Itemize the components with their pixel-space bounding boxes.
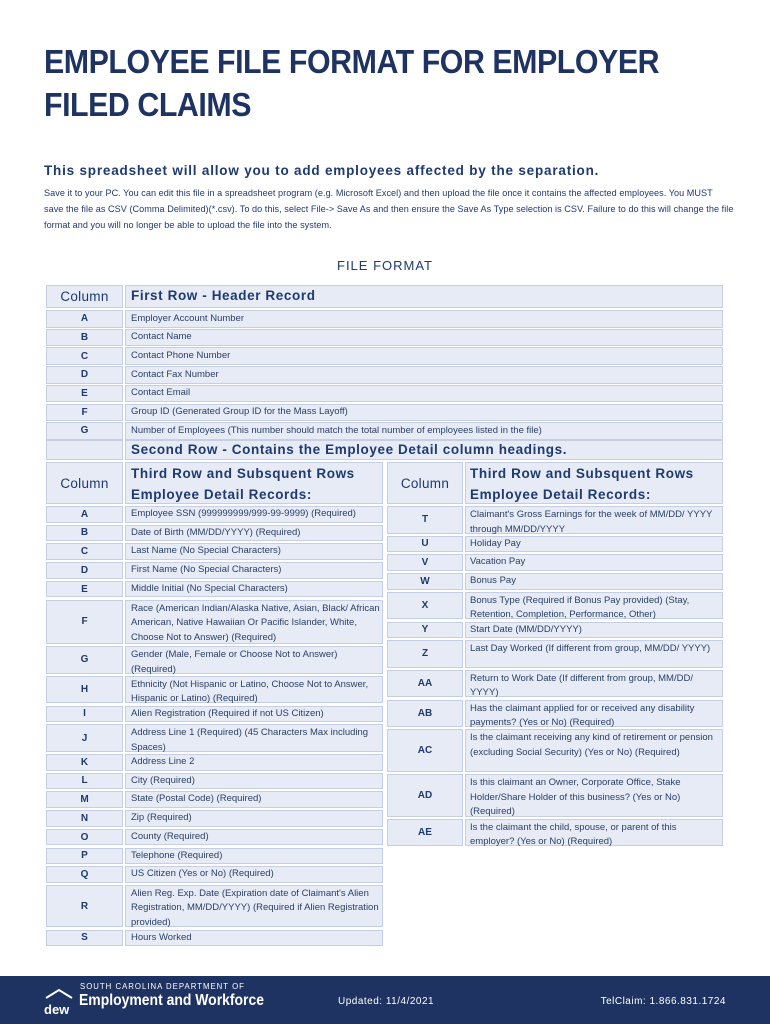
table-row-column-letter: N: [46, 810, 123, 827]
table-row-description: Bonus Type (Required if Bonus Pay provided) (Stay, Retention, Completion, Performance, Other): [465, 592, 723, 620]
table-row-description: Number of Employees (This number should match the total number of employees listed in the file): [125, 422, 723, 440]
table-row-description: Contact Fax Number: [125, 366, 723, 384]
table-row-column-letter: P: [46, 848, 123, 865]
table-row-column-letter: F: [46, 600, 123, 645]
table-row-column-letter: AA: [387, 670, 463, 698]
page-title: EMPLOYEE FILE FORMAT FOR EMPLOYER FILED CLAIMS: [44, 43, 660, 123]
right-detail-header-line1: Third Row and Subsquent Rows: [470, 466, 694, 481]
dew-logo-icon: [44, 988, 74, 1016]
table-row-description: Gender (Male, Female or Choose Not to Answer) (Required): [125, 646, 383, 674]
table-row-description: Middle Initial (No Special Characters): [125, 581, 383, 598]
table-row-column-letter: D: [46, 366, 123, 384]
table-row-column-letter: O: [46, 829, 123, 846]
table-row-description: State (Postal Code) (Required): [125, 791, 383, 808]
table-row-description: Last Name (No Special Characters): [125, 543, 383, 560]
table-row-description: Zip (Required): [125, 810, 383, 827]
table-row-column-letter: AD: [387, 774, 463, 817]
table-row-description: Has the claimant applied for or received any disability payments? (Yes or No) (Required): [465, 700, 723, 728]
table-row-description: Contact Name: [125, 329, 723, 347]
table-row-column-letter: L: [46, 773, 123, 790]
subtitle: This spreadsheet will allow you to add employees affected by the separation.: [44, 163, 600, 178]
table-row-column-letter: F: [46, 404, 123, 422]
table-row-description: City (Required): [125, 773, 383, 790]
table-row-column-letter: I: [46, 706, 123, 723]
table-row-column-letter: U: [387, 536, 463, 553]
left-detail-header: [125, 462, 383, 504]
right-detail-header-line2: Employee Detail Records:: [470, 487, 651, 502]
table-row-column-letter: Y: [387, 622, 463, 639]
table-row-column-letter: Q: [46, 866, 123, 883]
table-row-column-letter: X: [387, 592, 463, 620]
table-row-description: Group ID (Generated Group ID for the Mass Layoff): [125, 404, 723, 422]
table-row-description: Date of Birth (MM/DD/YYYY) (Required): [125, 525, 383, 542]
department-label: SOUTH CAROLINA DEPARTMENT OF: [80, 982, 245, 991]
table-row-column-letter: E: [46, 581, 123, 598]
logo-text: dew: [44, 1002, 70, 1016]
table-row-column-letter: K: [46, 754, 123, 771]
table-row-column-letter: A: [46, 310, 123, 328]
telclaim-number: TelClaim: 1.866.831.1724: [600, 996, 726, 1007]
table-row-column-letter: G: [46, 422, 123, 440]
updated-date: Updated: 11/4/2021: [338, 996, 435, 1007]
table-row-column-letter: AC: [387, 729, 463, 772]
column-header: Column: [46, 285, 123, 308]
table-row-column-letter: E: [46, 385, 123, 403]
table-row-column-letter: R: [46, 885, 123, 928]
table-row-column-letter: AE: [387, 819, 463, 847]
first-row-header: First Row - Header Record: [125, 285, 723, 308]
table-row-description: Bonus Pay: [465, 573, 723, 590]
table-row-description: Telephone (Required): [125, 848, 383, 865]
table-row-description: Contact Email: [125, 385, 723, 403]
table-row-description: Contact Phone Number: [125, 347, 723, 365]
table-row-column-letter: B: [46, 525, 123, 542]
table-row-column-letter: A: [46, 506, 123, 523]
right-column-header: Column: [387, 462, 463, 504]
table-row-description: Employee SSN (999999999/999-99-9999) (Required): [125, 506, 383, 523]
table-row-column-letter: M: [46, 791, 123, 808]
table-row-description: Holiday Pay: [465, 536, 723, 553]
table-row-column-letter: Z: [387, 640, 463, 668]
left-detail-header-line2: Employee Detail Records:: [131, 487, 312, 502]
table-row-description: Vacation Pay: [465, 554, 723, 571]
table-row-description: Is this claimant an Owner, Corporate Office, Stake Holder/Share Holder of this business? (Yes or No) (Required): [465, 774, 723, 817]
table-row-description: First Name (No Special Characters): [125, 562, 383, 579]
table-row-column-letter: C: [46, 347, 123, 365]
table-row-column-letter: T: [387, 506, 463, 534]
table-row-description: Is the claimant the child, spouse, or parent of this employer? (Yes or No) (Required): [465, 819, 723, 847]
table-row-description: County (Required): [125, 829, 383, 846]
table-row-description: Alien Registration (Required if not US Citizen): [125, 706, 383, 723]
table-row-column-letter: B: [46, 329, 123, 347]
table-row-description: Address Line 2: [125, 754, 383, 771]
table-row-column-letter: J: [46, 724, 123, 752]
table-row-column-letter: D: [46, 562, 123, 579]
table-row-column-letter: H: [46, 676, 123, 704]
intro-paragraph: Save it to your PC. You can edit this file in a spreadsheet program (e.g. Microsoft Excel) and then upload the file once it contains the affected employees. You MUST save the file as CSV (Comma Delimited)(*.csv). To do this, select File-> Save As and then ensure the Save As Type selection is CSV. Failure to do this will change the file format and you will no longer be able to upload the file into the system.: [44, 188, 734, 230]
footer-bar: [0, 976, 770, 1024]
table-row-description: Start Date (MM/DD/YYYY): [465, 622, 723, 639]
table-row-description: Return to Work Date (If different from group, MM/DD/ YYYY): [465, 670, 723, 698]
table-row-column-letter: C: [46, 543, 123, 560]
right-detail-header: [465, 462, 723, 504]
table-row-description: Alien Reg. Exp. Date (Expiration date of Claimant's Alien Registration, MM/DD/YYYY) (Required if Alien Registration provided): [125, 885, 383, 928]
table-row-description: Last Day Worked (If different from group, MM/DD/ YYYY): [465, 640, 723, 668]
table-row-description: Hours Worked: [125, 930, 383, 947]
table-row-description: Race (American Indian/Alaska Native, Asian, Black/ African American, Native Hawaiian Or Pacific Islander, White, Choose Not to Answer) (Required): [125, 600, 383, 645]
department-name: Employment and Workforce: [79, 992, 265, 1009]
table-row-column-letter: G: [46, 646, 123, 674]
table-row-description: Is the claimant receiving any kind of retirement or pension (excluding Social Security) (Yes or No) (Required): [465, 729, 723, 772]
left-detail-header-line1: Third Row and Subsquent Rows: [131, 466, 355, 481]
table-row-description: Claimant's Gross Earnings for the week of MM/DD/ YYYY through MM/DD/YYYY: [465, 506, 723, 534]
table-row-description: Address Line 1 (Required) (45 Characters Max including Spaces): [125, 724, 383, 752]
table-row-column-letter: S: [46, 930, 123, 947]
table-row-column-letter: V: [387, 554, 463, 571]
left-column-header: Column: [46, 462, 123, 504]
table-row-column-letter: W: [387, 573, 463, 590]
table-row-column-letter: AB: [387, 700, 463, 728]
second-row-spacer: [46, 440, 123, 460]
table-row-description: Ethnicity (Not Hispanic or Latino, Choose Not to Answer, Hispanic or Latino) (Required): [125, 676, 383, 704]
second-row-heading: Second Row - Contains the Employee Detail column headings.: [125, 440, 723, 460]
table-row-description: US Citizen (Yes or No) (Required): [125, 866, 383, 883]
file-format-heading: FILE FORMAT: [337, 258, 433, 273]
table-row-description: Employer Account Number: [125, 310, 723, 328]
